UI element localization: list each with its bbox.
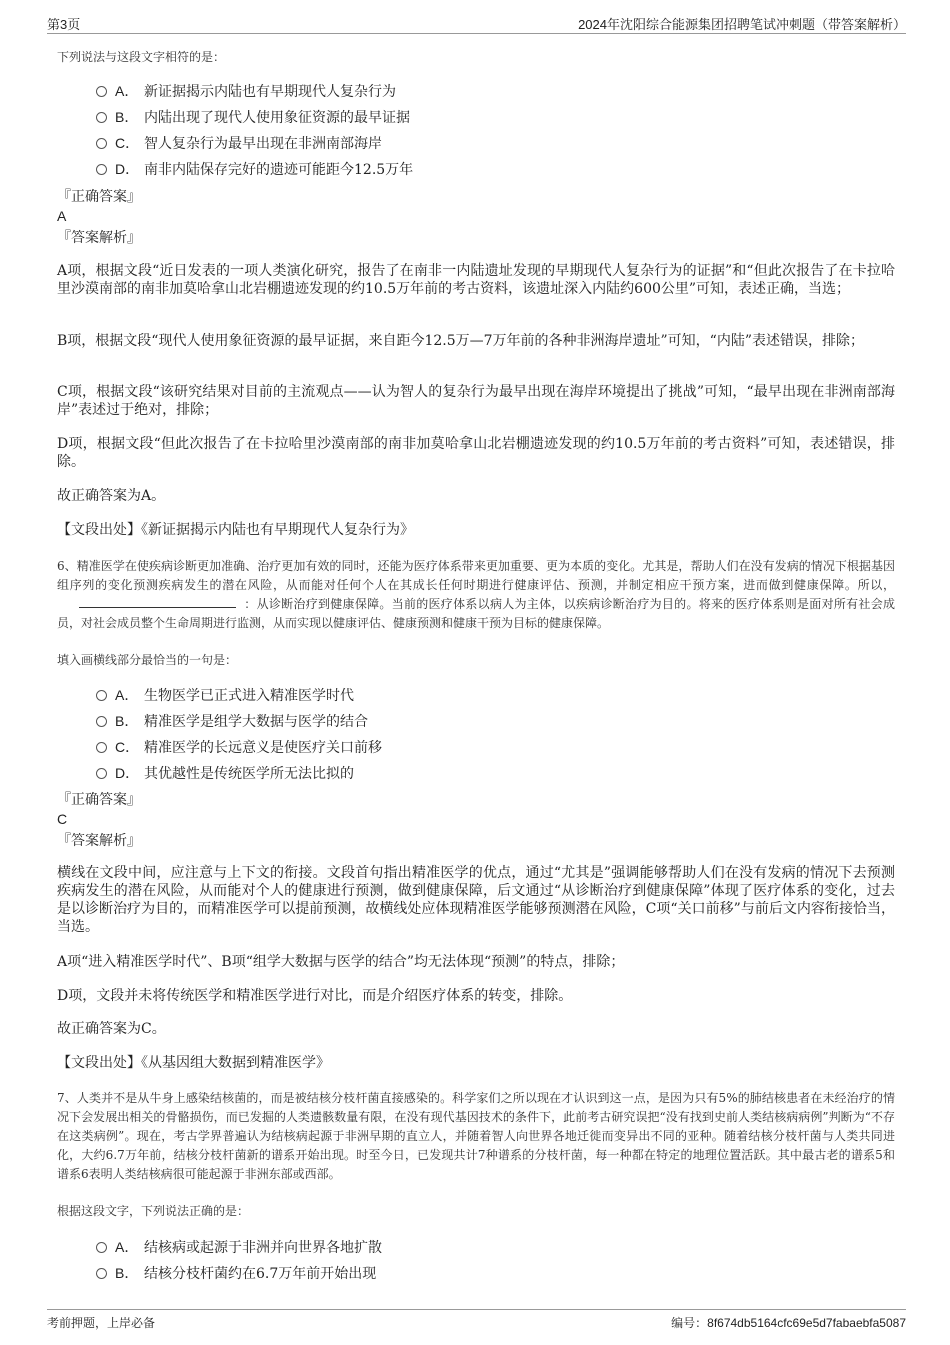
q5-option-c[interactable]: C． 智人复杂行为最早出现在非洲南部海岸 xyxy=(96,132,382,154)
q5-source: 【文段出处】《新证据揭示内陆也有早期现代人复杂行为》 xyxy=(57,522,414,538)
radio-icon[interactable] xyxy=(96,138,107,149)
q7-prompt: 根据这段文字，下列说法正确的是： xyxy=(57,1204,250,1218)
q5-conclusion: 故正确答案为A。 xyxy=(57,488,166,504)
q6-analysis-main: 横线在文段中间，应注意与上下文的衔接。文段首句指出精准医学的优点，通过“尤其是”强调能够帮助人们在没有发病的情况下去预测疾病发生的潜在风险，从而能对个人的健康进行预测，做到健康保障，后文通过“从诊断治疗到健康保障”体现了医疗体系的变化，过去是以诊断治疗为目的，而精准医学可以提前预测，故横线处应体现精准医学能够预测潜在风险，C项“关口前移”与前后文内容衔接恰当，当选。 xyxy=(57,865,895,935)
document-title: 2024年沈阳综合能源集团招聘笔试冲刺题（带答案解析） xyxy=(578,17,906,32)
header-divider xyxy=(47,33,906,34)
radio-icon[interactable] xyxy=(96,690,107,701)
q6-conclusion: 故正确答案为C。 xyxy=(57,1021,166,1037)
q5-option-d[interactable]: D． 南非内陆保存完好的遗迹可能距今12.5万年 xyxy=(96,158,413,180)
radio-icon[interactable] xyxy=(96,768,107,779)
radio-icon[interactable] xyxy=(96,1242,107,1253)
radio-icon[interactable] xyxy=(96,742,107,753)
q6-analysis-ab: A项“进入精准医学时代”、B项“组学大数据与医学的结合”均无法体现“预测”的特点，排除； xyxy=(57,954,625,970)
q6-source: 【文段出处】《从基因组大数据到精准医学》 xyxy=(57,1055,330,1071)
radio-icon[interactable] xyxy=(96,716,107,727)
page-number: 第3页 xyxy=(47,17,81,32)
q6-prompt: 填入画横线部分最恰当的一句是： xyxy=(57,653,238,667)
q6-option-a[interactable]: A． 生物医学已正式进入精准医学时代 xyxy=(96,684,354,706)
q6-passage: 6、精准医学在使疾病诊断更加准确、治疗更加有效的同时，还能为医疗体系带来更加重要、更为本质的变化。尤其是，帮助人们在没有发病的情况下根据基因组序列的变化预测疾病发生的潜在风险，从而能对任何个人在其成长任何时期进行健康评估、预测，并制定相应干预方案，进而做到健康保障。所以，：从诊断治疗到健康保障。当前的医疗体系以病人为主体，以疾病诊断治疗为目的。将来的医疗体系则是面对所有社会成员，对社会成员整个生命周期进行监测，从而实现以健康评估、健康预测和健康干预为目标的健康保障。 xyxy=(57,559,895,630)
q6-analysis-d: D项，文段并未将传统医学和精准医学进行对比，而是介绍医疗体系的转变，排除。 xyxy=(57,988,573,1004)
q6-answer: C xyxy=(57,811,68,827)
footer-divider xyxy=(47,1309,906,1310)
q5-analysis-d: D项，根据文段“但此次报告了在卡拉哈里沙漠南部的南非加莫哈拿山北岩棚遗迹发现的约10.5万年前的考古资料”可知，表述错误，排除。 xyxy=(57,436,895,470)
q5-analysis-c: C项，根据文段“该研究结果对目前的主流观点——认为智人的复杂行为最早出现在海岸环境提出了挑战”可知，“最早出现在非洲南部海岸”表述过于绝对，排除； xyxy=(57,384,895,418)
q5-analysis-label: 『答案解析』 xyxy=(57,230,141,246)
q5-analysis-a: A项，根据文段“近日发表的一项人类演化研究，报告了在南非一内陆遗址发现的早期现代人复杂行为的证据”和“但此次报告了在卡拉哈里沙漠南部的南非加莫哈拿山北岩棚遗迹发现的约10.5万年前的考古资料，该遗址深入内陆约600公里”可知，表述正确，当选； xyxy=(57,263,895,297)
q5-option-b[interactable]: B． 内陆出现了现代人使用象征资源的最早证据 xyxy=(96,106,410,128)
footer-slogan: 考前押题，上岸必备 xyxy=(47,1316,156,1330)
q6-analysis-label: 『答案解析』 xyxy=(57,833,141,849)
q5-analysis-b: B项，根据文段“现代人使用象征资源的最早证据，来自距今12.5万—7万年前的各种非洲海岸遗址”可知，“内陆”表述错误，排除； xyxy=(57,333,864,349)
q6-option-b[interactable]: B． 精准医学是组学大数据与医学的结合 xyxy=(96,710,368,732)
q5-option-a[interactable]: A． 新证据揭示内陆也有早期现代人复杂行为 xyxy=(96,80,396,102)
q5-answer: A xyxy=(57,208,67,224)
q5-answer-label: 『正确答案』 xyxy=(57,189,141,205)
radio-icon[interactable] xyxy=(96,112,107,123)
q6-answer-label: 『正确答案』 xyxy=(57,792,141,808)
document-id: 编号：8f674db5164cfc69e5d7fabaebfa5087 xyxy=(671,1316,906,1330)
q5-prompt: 下列说法与这段文字相符的是： xyxy=(57,50,226,64)
q7-option-b[interactable]: B． 结核分枝杆菌约在6.7万年前开始出现 xyxy=(96,1262,376,1284)
radio-icon[interactable] xyxy=(96,86,107,97)
q7-option-a[interactable]: A． 结核病或起源于非洲并向世界各地扩散 xyxy=(96,1236,382,1258)
q6-option-c[interactable]: C． 精准医学的长远意义是使医疗关口前移 xyxy=(96,736,382,758)
q6-option-d[interactable]: D． 其优越性是传统医学所无法比拟的 xyxy=(96,762,354,784)
page-header xyxy=(0,0,950,34)
q7-passage: 7、人类并不是从牛身上感染结核菌的，而是被结核分枝杆菌直接感染的。科学家们之所以现在才认识到这一点，是因为只有5%的肺结核患者在未经治疗的情况下会发展出相关的骨骼损伤，而已发掘的人类遗骸数量有限，在没有现代基因技术的条件下，此前考古研究误把“没有找到史前人类结核病病例”判断为“不存在这类病例”。现在，考古学界普遍认为结核病起源于非洲早期的直立人，并随着智人向世界各地迁徙而变异出不同的亚种。随着结核分枝杆菌与人类共同进化，大约6.7万年前，结核分枝杆菌新的谱系开始出现。时至今日，已发现共计7种谱系的分枝杆菌，每一种都在特定的地理位置活跃。其中最古老的谱系5和谱系6表明人类结核病很可能起源于非洲东部或西部。 xyxy=(57,1091,895,1181)
radio-icon[interactable] xyxy=(96,1268,107,1279)
fill-blank[interactable] xyxy=(79,595,236,608)
radio-icon[interactable] xyxy=(96,164,107,175)
